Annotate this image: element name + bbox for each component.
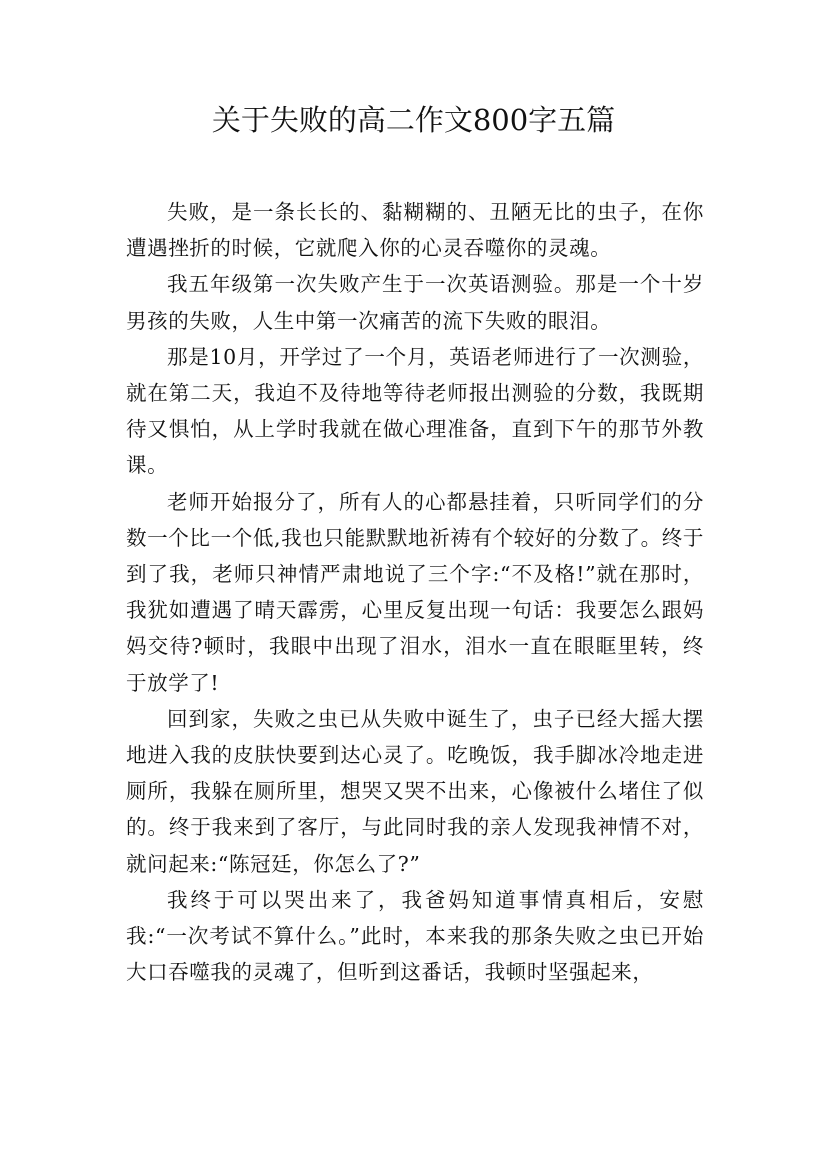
document-body bbox=[126, 194, 704, 990]
paragraph-2: 我五年级第一次失败产生于一次英语测验。那是一个十岁男孩的失败，人生中第一次痛苦的流下失败的眼泪。 bbox=[126, 272, 704, 333]
paragraph-5: 回到家，失败之虫已从失败中诞生了，虫子已经大摇大摆地进入我的皮肤快要到达心灵了。吃晚饭，我手脚冰冷地走进厕所，我躲在厕所里，想哭又哭不出来，心像被什么堵住了似的。终于我来到了客厅，与此同时我的亲人发现我神情不对，就问起来:“陈冠廷，你怎么了?” bbox=[126, 706, 704, 876]
paragraph-3: 那是10月，开学过了一个月，英语老师进行了一次测验，就在第二天，我迫不及待地等待老师报出测验的分数，我既期待又惧怕，从上学时我就在做心理准备，直到下午的那节外教课。 bbox=[126, 344, 704, 478]
paragraph-4: 老师开始报分了，所有人的心都悬挂着，只听同学们的分数一个比一个低,我也只能默默地祈祷有个较好的分数了。终于到了我，老师只神情严肃地说了三个字:“不及格!”就在那时，我犹如遭遇了晴天霹雳，心里反复出现一句话：我要怎么跟妈妈交待?顿时，我眼中出现了泪水，泪水一直在眼眶里转，终于放学了! bbox=[126, 489, 704, 695]
paragraph-6: 我终于可以哭出来了，我爸妈知道事情真相后，安慰我:“一次考试不算什么。”此时，本来我的那条失败之虫已开始大口吞噬我的灵魂了，但听到这番话，我顿时坚强起来， bbox=[126, 887, 704, 985]
document-title: 关于失败的高二作文800字五篇 bbox=[211, 103, 616, 137]
paragraph-1: 失败，是一条长长的、黏糊糊的、丑陋无比的虫子，在你遭遇挫折的时候，它就爬入你的心灵吞噬你的灵魂。 bbox=[126, 200, 704, 261]
